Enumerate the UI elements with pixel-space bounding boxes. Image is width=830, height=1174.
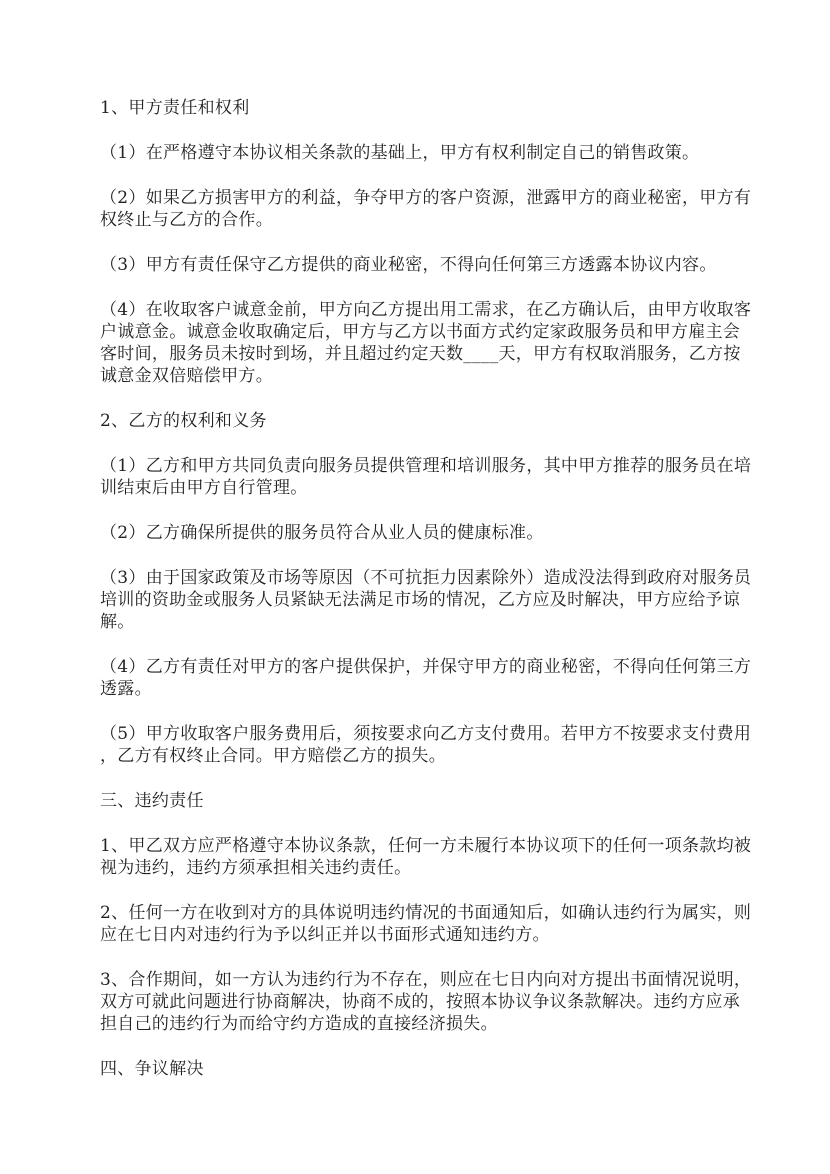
paragraph — [100, 656, 752, 700]
paragraph — [100, 522, 740, 544]
paragraph — [100, 567, 752, 633]
paragraph — [100, 1058, 740, 1080]
document-page — [100, 97, 752, 1103]
text-line: （4）乙方有责任对甲方的客户提供保护，并保守甲方的商业秘密，不得向任何第三方 — [100, 657, 752, 677]
paragraph — [100, 254, 740, 276]
text-line: （2）如果乙方损害甲方的利益，争夺甲方的客户资源，泄露甲方的商业秘密，甲方有 — [100, 188, 752, 208]
paragraph — [100, 902, 752, 946]
text-line: 1、甲方责任和权利 — [100, 98, 250, 118]
text-line: 权终止与乙方的合作。 — [100, 210, 273, 230]
text-line: 透露。 — [100, 679, 152, 699]
text-line: 应在七日内对违约行为予以纠正并以书面形式通知违约方。 — [100, 925, 550, 945]
text-line: 四、争议解决 — [100, 1059, 204, 1079]
text-line: （5）甲方收取客户服务费用后，须按要求向乙方支付费用。若甲方不按要求支付费用 — [100, 724, 752, 744]
paragraph — [100, 835, 752, 879]
text-line: 客时间，服务员未按时到场，并且超过约定天数____天，甲方有权取消服务，乙方按 — [100, 344, 741, 364]
paragraph — [100, 97, 740, 119]
text-line: （3）由于国家政策及市场等原因（不可抗拒力因素除外）造成没法得到政府对服务员 — [100, 568, 752, 588]
text-line: ，乙方有权终止合同。甲方赔偿乙方的损失。 — [100, 746, 446, 766]
paragraph — [100, 455, 752, 499]
paragraph — [100, 969, 752, 1035]
text-line: （1）在严格遵守本协议相关条款的基础上，甲方有权利制定自己的销售政策。 — [100, 143, 700, 163]
paragraph — [100, 299, 752, 387]
text-line: 双方可就此问题进行协商解决，协商不成的，按照本协议争议条款解决。违约方应承 — [100, 992, 741, 1012]
text-line: （1）乙方和甲方共同负责向服务员提供管理和培训服务，其中甲方推荐的服务员在培 — [100, 456, 752, 476]
text-line: 户诚意金。诚意金收取确定后，甲方与乙方以书面方式约定家政服务员和甲方雇主会 — [100, 322, 741, 342]
text-line: 诚意金双倍赔偿甲方。 — [100, 366, 273, 386]
text-line: 3、合作期间，如一方认为违约行为不存在，则应在七日内向对方提出书面情况说明， — [100, 970, 752, 990]
text-line: （2）乙方确保所提供的服务员符合从业人员的健康标准。 — [100, 523, 544, 543]
paragraph — [100, 790, 740, 812]
paragraph — [100, 410, 740, 432]
paragraph — [100, 187, 752, 231]
text-line: （4）在收取客户诚意金前，甲方向乙方提出用工需求，在乙方确认后，由甲方收取客 — [100, 300, 752, 320]
text-line: 担自己的违约行为而给守约方造成的直接经济损失。 — [100, 1014, 498, 1034]
paragraph — [100, 142, 740, 164]
text-line: 训结束后由甲方自行管理。 — [100, 478, 308, 498]
text-line: 三、违约责任 — [100, 791, 204, 811]
text-line: 1、甲乙双方应严格遵守本协议条款，任何一方未履行本协议项下的任何一项条款均被 — [100, 836, 752, 856]
text-line: （3）甲方有责任保守乙方提供的商业秘密，不得向任何第三方透露本协议内容。 — [100, 255, 717, 275]
paragraph — [100, 723, 752, 767]
text-line: 2、任何一方在收到对方的具体说明违约情况的书面通知后，如确认违约行为属实，则 — [100, 903, 752, 923]
text-line: 视为违约，违约方须承担相关违约责任。 — [100, 858, 412, 878]
text-line: 培训的资助金或服务人员紧缺无法满足市场的情况，乙方应及时解决，甲方应给予谅 — [100, 590, 741, 610]
text-line: 解。 — [100, 612, 135, 632]
text-line: 2、乙方的权利和义务 — [100, 411, 267, 431]
